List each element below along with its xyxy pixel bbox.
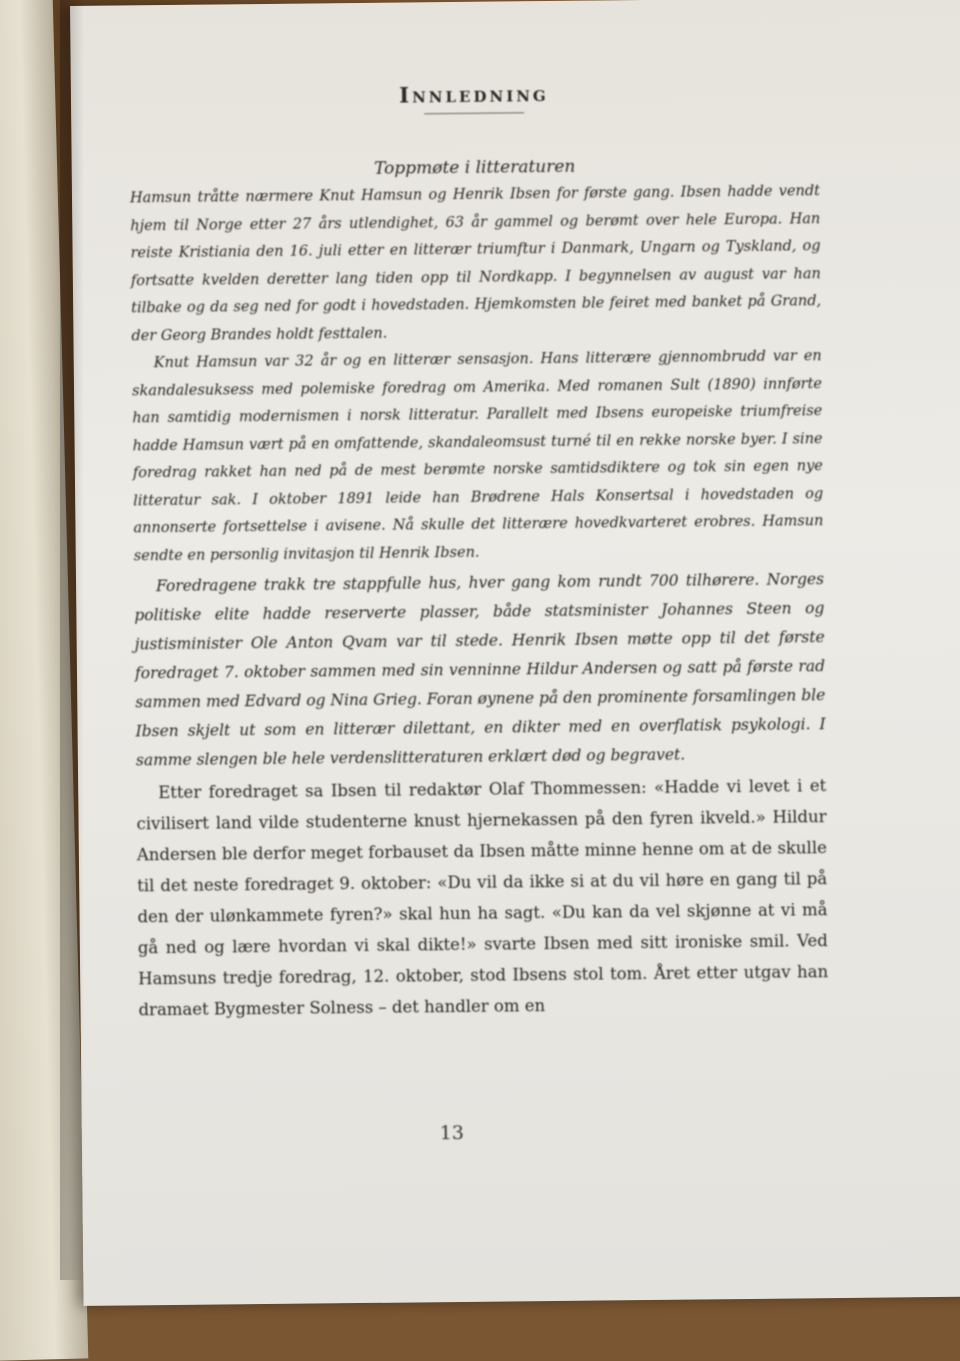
paragraph-3: Foredragene trakk tre stappfulle hus, hver gang kom rundt 700 tilhørere. Norges politiske elite hadde reserverte plasser, både statsminister Johannes Steen og justisminister Ole Anton Qvam var til stede. Henrik Ibsen møtte opp til det første foredraget 7. oktober sammen med sin venninne Hildur Andersen og satt på første rad sammen med Edvard og Nina Grieg. Foran øynene på den prominente forsamlingen ble Ibsen skjelt ut som en litterær dilettant, en dikter med en overflatisk psykologi. I samme slengen ble hele verdenslitteraturen erklært død og begravet. [134, 570, 826, 770]
book-page [70, 0, 960, 1306]
heading-rule [424, 112, 524, 114]
page-content [129, 78, 829, 1025]
paragraph-1: Hamsun tråtte nærmere Knut Hamsun og Henrik Ibsen for første gang. Ibsen hadde vendt hjem til Norge etter 27 års utlendighet, 63 år gammel og berømt over hele Europa. Han reiste Kristiania den 16. juli etter en litterær triumftur i Danmark, Ungarn og Tyskland, og fortsatte kvelden deretter lang tiden opp til Nordkapp. I begynnelsen av august var han tilbake og da seg ned for godt i hovedstaden. Hjemkomsten ble feiret med banket på Grand, der Georg Brandes holdt festtalen. [129, 183, 822, 344]
book-gutter-shadow [60, 0, 84, 1280]
section-title: Toppmøte i litteraturen [373, 156, 576, 179]
paragraph-4: Etter foredraget sa Ibsen til redaktør Olaf Thommessen: «Hadde vi levet i et civilisert land vilde studenterne knust hjernekassen på den fyren ikveld.» Hildur Andersen ble derfor meget forbauset da Ibsen måtte minne henne om at de skulle til det neste foredraget 9. oktober: «Du vil da ikke si at du vil høre en gang til på den der ulønkammete fyren?» skal hun ha sagt. «Du kan da vel skjønne at vi må gå ned og lære hvordan vi skal dikte!» svarte Ibsen med sitt ironiske smil. Ved Hamsuns tredje foredrag, 12. oktober, stod Ibsens stol tom. Året etter utgav han dramaet Bygmester Solness – det handler om en [136, 776, 829, 1020]
chapter-heading: Innledning [399, 80, 549, 108]
paragraph-2: Knut Hamsun var 32 år og en litterær sensasjon. Hans litterære gjennombrudd var en skandalesuksess med polemiske foredrag om Amerika. Med romanen Sult (1890) innførte han samtidig modernismen i norsk litteratur. Parallelt med Ibsens europeiske triumfreise hadde Hamsun vært på en omfattende, skandaleomsust turné til en rekke norske byer. I sine foredrag rakket han ned på de mest berømte norske samtidsdiktere og tok sin egen nye litteratur sak. I oktober 1891 leide han Brødrene Hals Konsertsal i hovedstaden og annonserte fortsettelse i avisene. Nå skulle det litterære hovedkvarteret erobres. Hamsun sendte en personlig invitasjon til Henrik Ibsen. [131, 348, 824, 564]
page-number: 13 [439, 1121, 465, 1145]
